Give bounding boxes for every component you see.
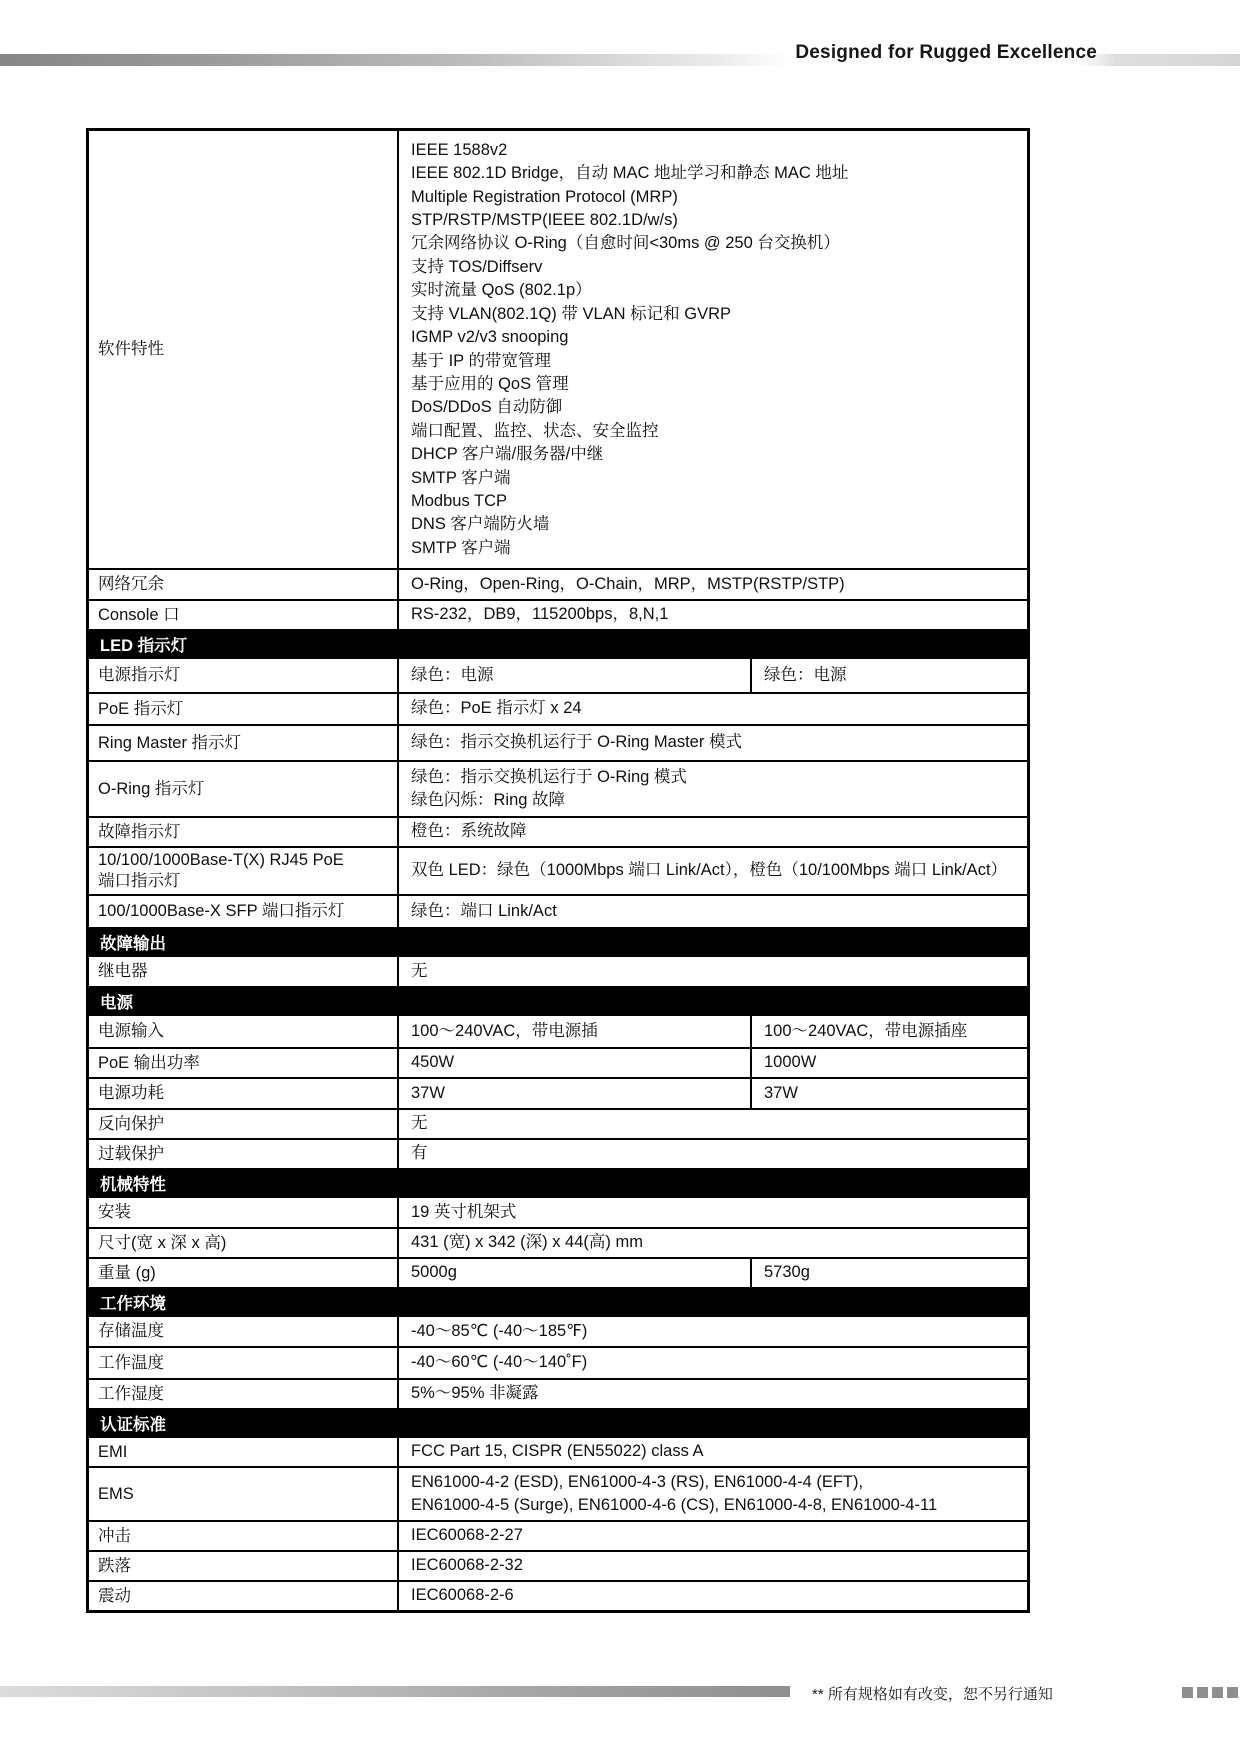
spec-row [89,1346,1027,1378]
row-label: 电源输入 [98,1022,164,1040]
row-label: 冲击 [98,1526,131,1545]
row-label: 100/1000Base-X SFP 端口指示灯 [98,902,345,920]
spec-row [89,657,1027,692]
row-value: -40～60℃ (-40～140˚F) [397,1348,1027,1378]
spec-row [89,1077,1027,1108]
spec-row [89,1315,1027,1346]
spec-row [89,1520,1027,1550]
row-value: 450W [397,1049,750,1077]
row-label: 存储温度 [98,1322,164,1340]
row-value: 5%～95% 非凝露 [397,1380,1027,1408]
row-label: 继电器 [98,962,148,980]
row-label: 震动 [98,1586,131,1605]
spec-row [89,1138,1027,1168]
spec-table [86,128,1030,1613]
row-value: 有 [397,1140,1027,1168]
footer-square-icon [1182,1687,1193,1698]
row-label: Console 口 [98,605,180,624]
footer-deco-squares [1182,1687,1238,1698]
spec-row [89,1550,1027,1580]
spec-row [89,692,1027,724]
spec-row [89,1436,1027,1466]
spec-row [89,1466,1027,1520]
row-value: 431 (宽) x 342 (深) x 44(高) mm [397,1229,1027,1257]
spec-row [89,724,1027,760]
row-label: PoE 指示灯 [98,699,184,718]
spec-row [89,599,1027,629]
row-label: 10/100/1000Base-T(X) RJ45 PoE 端口指示灯 [98,851,344,890]
row-value: RS-232，DB9，115200bps，8,N,1 [397,601,1027,629]
section-title: 机械特性 [100,1176,166,1194]
footer-square-icon [1212,1687,1223,1698]
spec-row [89,1014,1027,1047]
spec-row [89,816,1027,846]
row-value: 无 [397,1110,1027,1138]
row-value: 5000g [397,1259,750,1287]
row-label: 重量 (g) [98,1263,156,1282]
section-title: 电源 [100,994,133,1012]
footer-square-icon [1197,1687,1208,1698]
section-header-row [89,927,1027,955]
section-header-row [89,629,1027,657]
row-value: -40～85℃ (-40～185℉) [397,1317,1027,1346]
row-value: 绿色：指示交换机运行于 O-Ring Master 模式 [397,726,1027,760]
row-value: 双色 LED：绿色（1000Mbps 端口 Link/Act），橙色（10/100Mbps 端口 Link/Act） [397,848,1027,894]
row-label: 跌落 [98,1556,131,1575]
spec-row [89,1257,1027,1287]
section-title: 故障输出 [100,935,166,953]
row-value: 37W [750,1079,1027,1108]
banner-title: Designed for Rugged Excellence [795,42,1097,63]
section-title: 认证标准 [100,1416,166,1434]
row-label: 电源功耗 [98,1084,164,1102]
spec-row [89,1196,1027,1227]
row-label: 软件特性 [98,340,164,358]
row-value: IEEE 1588v2 IEEE 802.1D Bridge，自动 MAC 地址学习和静态 MAC 地址 Multiple Registration Protocol (MRP) STP/RSTP/MSTP(IEEE 802.1D/w/s) 冗余网络协议 O-Ring（自愈时间<30ms @ 250 台交换机） 支持 TOS/Diffserv 实时流量 QoS (802.1p） 支持 VLAN(802.1Q) 带 VLAN 标记和 GVRP IGMP v2/v3 snooping 基于 IP 的带宽管理 基于应用的 QoS 管理 DoS/DDoS 自动防御 端口配置、监控、状态、安全监控 DHCP 客户端/服务器/中继 SMTP 客户端 Modbus TCP DNS 客户端防火墙 SMTP 客户端 [397,131,1027,568]
spec-row [89,894,1027,927]
row-value: 绿色：指示交换机运行于 O-Ring 模式 绿色闪烁：Ring 故障 [397,762,1027,816]
row-value: EN61000-4-2 (ESD), EN61000-4-3 (RS), EN61000-4-4 (EFT), EN61000-4-5 (Surge), EN61000-4-6 (CS), EN61000-4-8, EN61000-4-11 [397,1468,1027,1520]
row-value: 绿色：端口 Link/Act [397,896,1027,927]
section-header-row [89,1408,1027,1436]
row-value: IEC60068-2-32 [397,1552,1027,1580]
spec-row [89,1047,1027,1077]
spec-row [89,760,1027,816]
row-label: 安装 [98,1203,131,1221]
row-value: 绿色：PoE 指示灯 x 24 [397,694,1027,724]
row-value: 100～240VAC，带电源插 [397,1016,750,1047]
row-label: 尺寸(宽 x 深 x 高) [98,1233,227,1252]
row-value: IEC60068-2-27 [397,1522,1027,1550]
row-label: 工作温度 [98,1353,164,1372]
spec-row [89,1378,1027,1408]
spec-row [89,846,1027,894]
row-value: 绿色：电源 [750,659,1027,692]
row-label: 电源指示灯 [98,666,181,684]
row-value: FCC Part 15, CISPR (EN55022) class A [397,1438,1027,1466]
row-label: 网络冗余 [98,575,164,593]
row-label: EMI [98,1442,128,1461]
row-label: PoE 输出功率 [98,1053,200,1072]
section-header-row [89,986,1027,1014]
section-header-row [89,1287,1027,1315]
row-label: O-Ring 指示灯 [98,779,205,798]
section-header-row [89,1168,1027,1196]
section-title: 工作环境 [100,1295,166,1313]
row-value: 37W [397,1079,750,1108]
row-label: EMS [98,1484,134,1503]
row-label: 故障指示灯 [98,822,181,841]
row-label: 反向保护 [98,1114,164,1133]
row-value: 无 [397,957,1027,986]
row-value: 100～240VAC，带电源插座 [750,1016,1027,1047]
footer-square-icon [1227,1687,1238,1698]
footer-gradient-bar [0,1686,790,1697]
row-value: O-Ring，Open-Ring，O-Chain，MRP，MSTP(RSTP/STP) [397,570,1027,599]
row-value: 橙色：系统故障 [397,818,1027,846]
spec-row [89,955,1027,986]
section-title: LED 指示灯 [100,637,188,655]
row-value: 19 英寸机架式 [397,1198,1027,1227]
row-value: 5730g [750,1259,1027,1287]
spec-row [89,131,1027,568]
row-value: IEC60068-2-6 [397,1582,1027,1610]
spec-row [89,568,1027,599]
footer-note: ** 所有规格如有改变，恕不另行通知 [812,1686,1053,1703]
row-label: 工作湿度 [98,1384,164,1403]
row-label: 过载保护 [98,1144,164,1163]
spec-row [89,1108,1027,1138]
row-value: 1000W [750,1049,1027,1077]
row-value: 绿色：电源 [397,659,750,692]
spec-row [89,1580,1027,1610]
row-label: Ring Master 指示灯 [98,733,242,752]
spec-row [89,1227,1027,1257]
